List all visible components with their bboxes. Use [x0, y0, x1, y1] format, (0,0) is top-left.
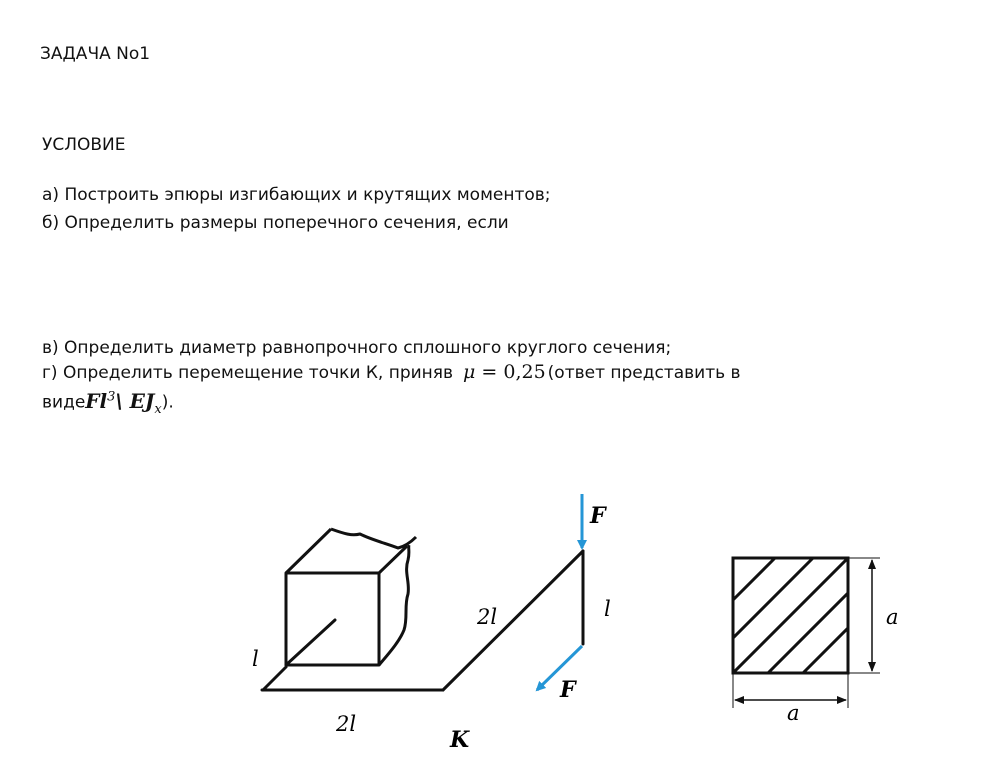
length-bottom-label: 2l [336, 712, 357, 736]
condition-heading: УСЛОВИЕ [42, 135, 126, 155]
formula-tail: ). [161, 392, 174, 413]
item-g-prefix: г) Определить перемещение точки К, приняв [42, 363, 454, 383]
length-diagonal-label: 2l [477, 605, 498, 629]
condition-item-b: б) Определить размеры поперечного сечения, если [42, 213, 509, 233]
item-g-suffix: (ответ представить в [547, 363, 741, 383]
member-short-left [286, 620, 335, 665]
support-edge-right [379, 546, 407, 573]
length-vertical-label: l [604, 597, 611, 621]
member-diagonal [443, 551, 583, 690]
length-left-label: l [252, 647, 259, 671]
support-top-break [331, 529, 416, 548]
cross-section [698, 558, 918, 725]
section-hatching [698, 558, 918, 673]
mu-symbol: μ [463, 361, 476, 383]
mu-value: = 0,25 [481, 361, 546, 383]
member-link [263, 667, 286, 690]
support-edge-left [286, 529, 331, 573]
task-title: ЗАДАЧА No1 [40, 44, 151, 64]
section-height-label: a [886, 605, 899, 629]
wall-support [286, 529, 416, 665]
condition-item-c: в) Определить диаметр равнопрочного сплошного круглого сечения; [42, 338, 672, 358]
formula-base: Fl [85, 388, 108, 413]
item-g-line2-prefix: виде [42, 392, 86, 413]
condition-item-a: а) Построить эпюры изгибающих и крутящих моментов; [42, 185, 551, 205]
formula-subscript: x [154, 401, 162, 417]
support-side-break [379, 545, 409, 665]
force-top-label: F [590, 503, 606, 529]
formula-middle: \ EJ [115, 388, 155, 413]
formula-exponent: 3 [107, 389, 116, 404]
force-bottom-label: F [560, 677, 576, 703]
section-width-label: a [787, 701, 800, 725]
point-k-label: K [450, 727, 470, 753]
